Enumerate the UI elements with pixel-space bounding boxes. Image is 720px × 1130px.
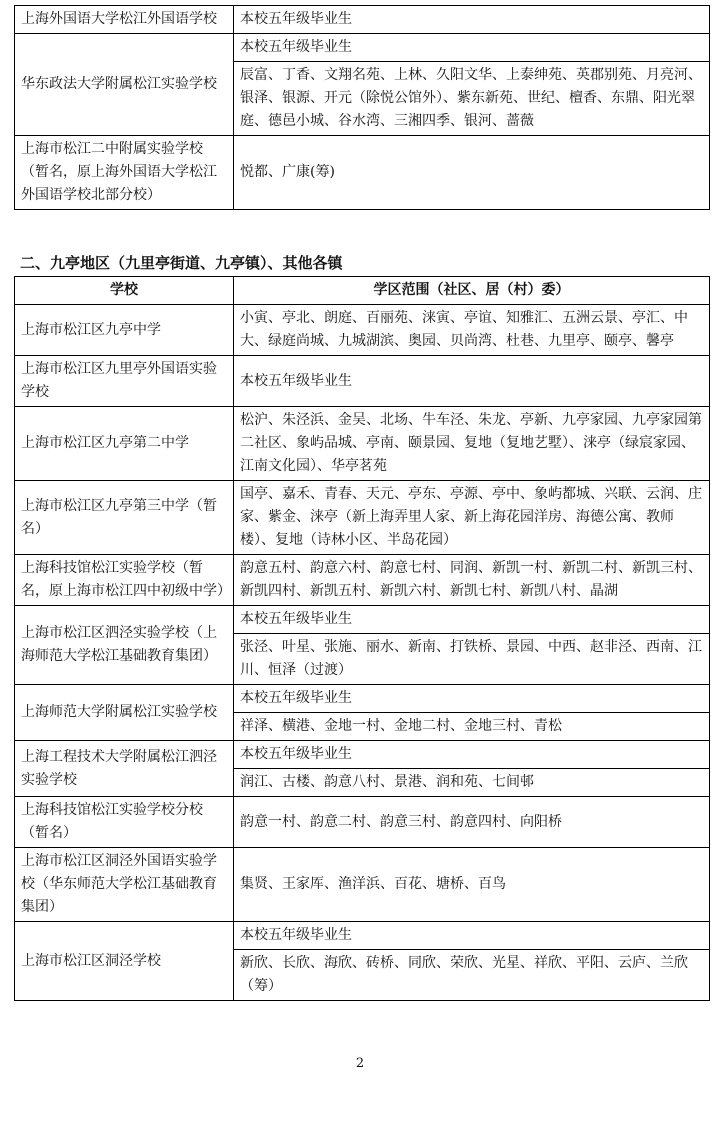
school-name-cell: 上海科技馆松江实验学校（暂名，原上海市松江四中初级中学） bbox=[15, 555, 234, 606]
school-name-cell: 华东政法大学附属松江实验学校 bbox=[15, 34, 234, 136]
top-table-body bbox=[15, 6, 710, 210]
district-scope-cell: 本校五年级毕业生 bbox=[234, 6, 710, 34]
district-scope-cell: 小寅、亭北、朗庭、百丽苑、涞寅、亭谊、知雅汇、五洲云景、亭汇、中大、绿庭尚城、九城湖滨、奥园、贝尚湾、杜巷、九里亭、颐亭、馨亭 bbox=[234, 305, 710, 356]
section-heading: 二、九亭地区（九里亭街道、九亭镇）、其他各镇 bbox=[20, 254, 343, 272]
school-name-cell: 上海市松江区九亭第二中学 bbox=[15, 407, 234, 481]
school-name-cell: 上海市松江区九亭第三中学（暂名） bbox=[15, 481, 234, 555]
school-name-cell: 上海科技馆松江实验学校分校（暂名） bbox=[15, 797, 234, 848]
district-scope-cell: 本校五年级毕业生 bbox=[234, 685, 710, 713]
school-name-cell: 上海市松江区九亭中学 bbox=[15, 305, 234, 356]
district-scope-cell: 松沪、朱泾浜、金吴、北场、牛车泾、朱龙、亭新、九亭家园、九亭家园第二社区、象屿品城、亭南、颐景园、复地（复地艺墅）、涞亭（绿宸家园、江南文化园）、华亭茗苑 bbox=[234, 407, 710, 481]
table-row bbox=[15, 136, 710, 210]
district-scope-cell: 本校五年级毕业生 bbox=[234, 606, 710, 634]
table-header-row bbox=[15, 277, 710, 305]
district-scope-cell: 润江、古楼、韵意八村、景港、润和苑、七间邨 bbox=[234, 769, 710, 797]
table-row bbox=[15, 481, 710, 555]
district-scope-cell: 辰富、丁香、文翔名苑、上林、久阳文华、上泰绅苑、英郡别苑、月亮河、银泽、银源、开元（除悦公馆外）、紫东新苑、世纪、檀香、东鼎、阳光翠庭、德邑小城、谷水湾、三湘四季、银河、蔷薇 bbox=[234, 62, 710, 136]
school-name-cell: 上海市松江区洞泾外国语实验学校（华东师范大学松江基础教育集团） bbox=[15, 848, 234, 922]
district-scope-cell: 新欣、长欣、海欣、砖桥、同欣、荣欣、光星、祥欣、平阳、云庐、兰欣（筹） bbox=[234, 950, 710, 1001]
district-scope-cell: 祥泽、横港、金地一村、金地二村、金地三村、青松 bbox=[234, 713, 710, 741]
table-row bbox=[15, 34, 710, 62]
district-scope-cell: 本校五年级毕业生 bbox=[234, 356, 710, 407]
header-school: 学校 bbox=[15, 277, 234, 305]
header-district-scope: 学区范围（社区、居（村）委） bbox=[234, 277, 710, 305]
district-scope-cell: 本校五年级毕业生 bbox=[234, 34, 710, 62]
table-row bbox=[15, 555, 710, 606]
table-row bbox=[15, 685, 710, 713]
district-scope-cell: 本校五年级毕业生 bbox=[234, 741, 710, 769]
district-scope-cell: 韵意一村、韵意二村、韵意三村、韵意四村、向阳桥 bbox=[234, 797, 710, 848]
district-scope-cell: 张泾、叶星、张施、丽水、新南、打铁桥、景园、中西、赵非泾、西南、江川、恒泽（过渡） bbox=[234, 634, 710, 685]
school-district-table bbox=[14, 276, 710, 1001]
table-row bbox=[15, 356, 710, 407]
school-name-cell: 上海市松江区泗泾实验学校（上海师范大学松江基础教育集团） bbox=[15, 606, 234, 685]
school-name-cell: 上海工程技术大学附属松江泗泾实验学校 bbox=[15, 741, 234, 797]
table-row bbox=[15, 606, 710, 634]
school-name-cell: 上海外国语大学松江外国语学校 bbox=[15, 6, 234, 34]
school-name-cell: 上海市松江区洞泾学校 bbox=[15, 922, 234, 1001]
table-row bbox=[15, 741, 710, 769]
district-scope-cell: 悦都、广康(筹) bbox=[234, 136, 710, 210]
district-scope-cell: 集贤、王家厍、渔洋浜、百花、塘桥、百鸟 bbox=[234, 848, 710, 922]
top-table bbox=[14, 5, 710, 210]
table-row bbox=[15, 305, 710, 356]
table-row bbox=[15, 922, 710, 950]
table-row bbox=[15, 797, 710, 848]
table-row bbox=[15, 6, 710, 34]
district-scope-cell: 本校五年级毕业生 bbox=[234, 922, 710, 950]
school-district-table-body bbox=[15, 305, 710, 1001]
school-name-cell: 上海市松江二中附属实验学校（暂名，原上海外国语大学松江外国语学校北部分校） bbox=[15, 136, 234, 210]
school-name-cell: 上海市松江区九里亭外国语实验学校 bbox=[15, 356, 234, 407]
table-row bbox=[15, 407, 710, 481]
table-row bbox=[15, 848, 710, 922]
page-number: 2 bbox=[355, 1056, 365, 1071]
district-scope-cell: 国亭、嘉禾、青春、天元、亭东、亭源、亭中、象屿都城、兴联、云润、庄家、紫金、涞亭（新上海弄里人家、新上海花园洋房、海德公寓、教师楼）、复地（诗林小区、半岛花园） bbox=[234, 481, 710, 555]
school-name-cell: 上海师范大学附属松江实验学校 bbox=[15, 685, 234, 741]
district-scope-cell: 韵意五村、韵意六村、韵意七村、同润、新凯一村、新凯二村、新凯三村、新凯四村、新凯五村、新凯六村、新凯七村、新凯八村、晶湖 bbox=[234, 555, 710, 606]
